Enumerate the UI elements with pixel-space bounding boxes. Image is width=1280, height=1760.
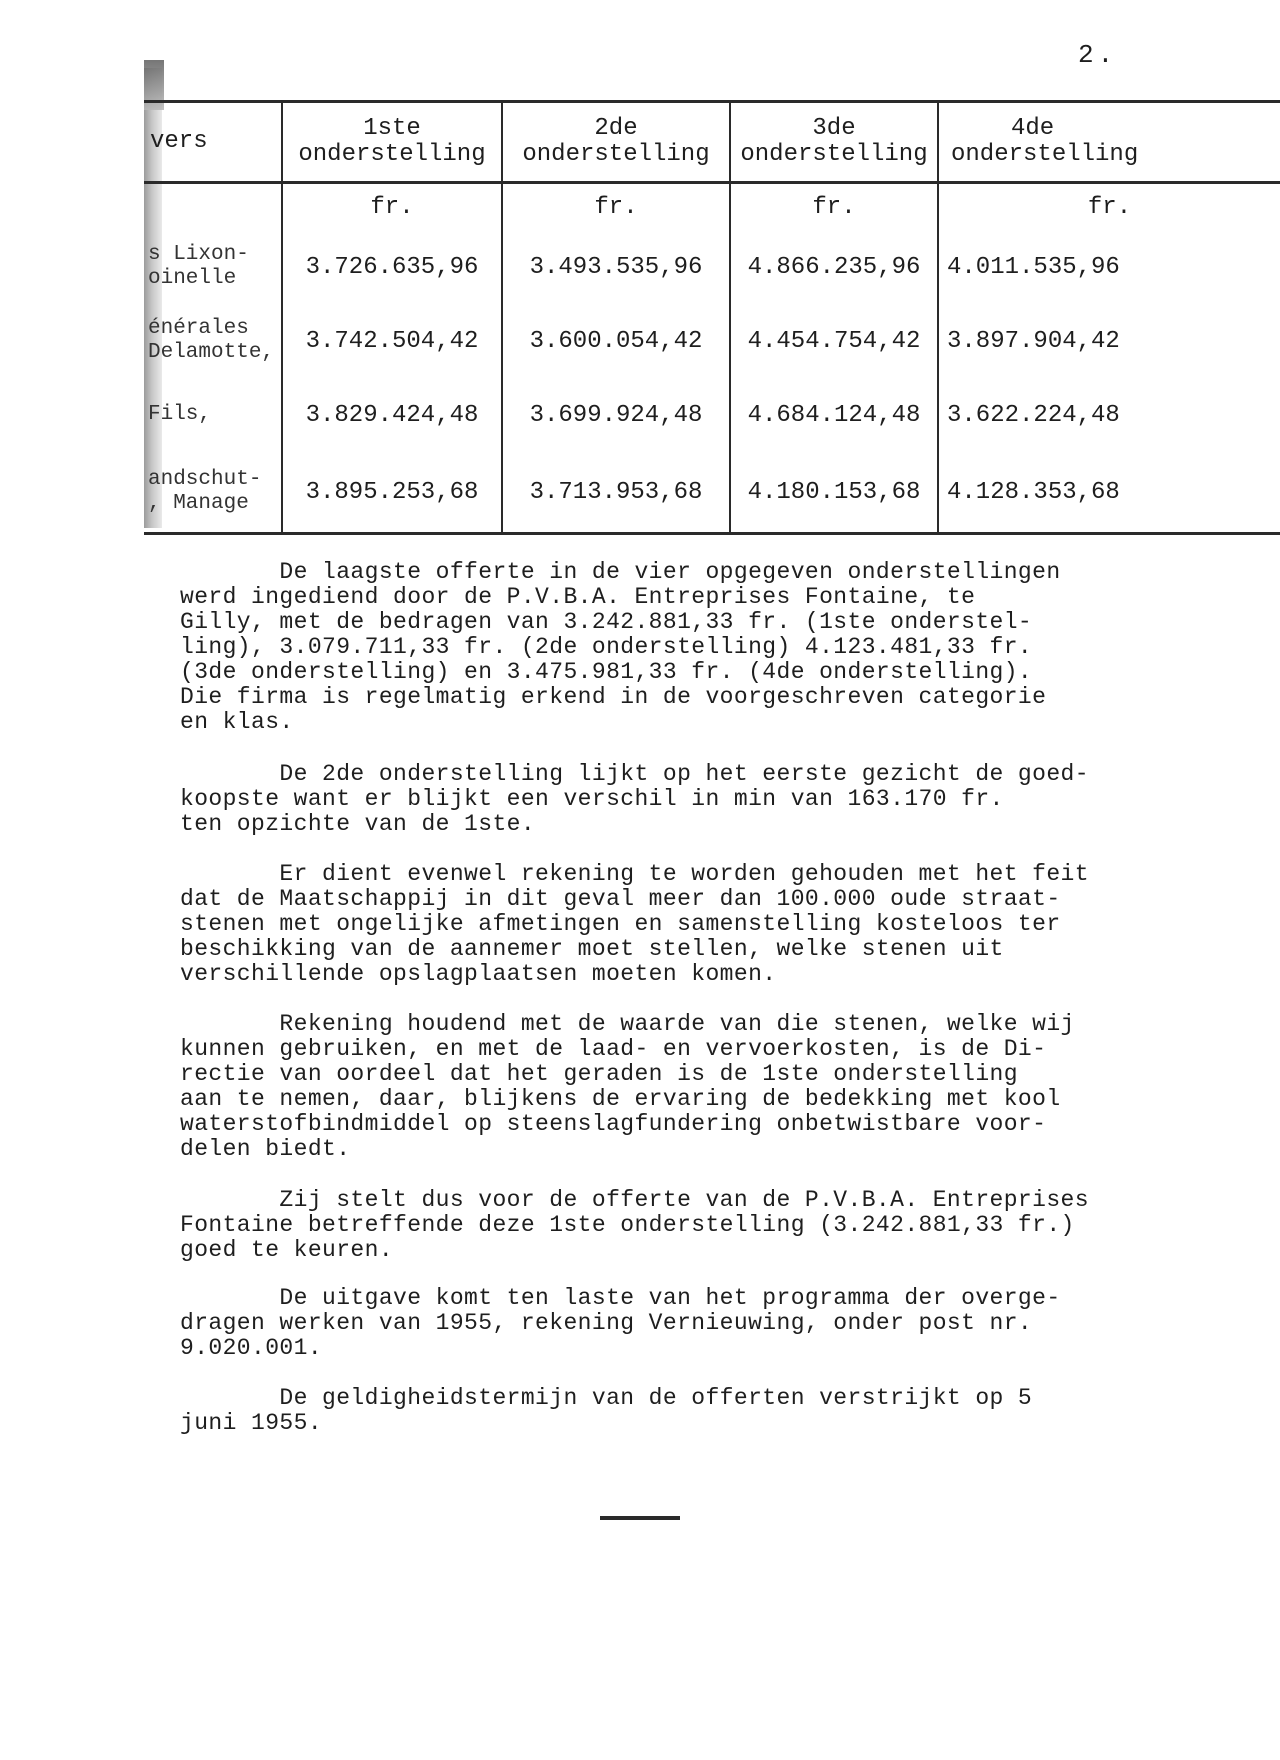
currency-cell: fr. xyxy=(502,183,730,231)
amount-option-4: 4.128.353,68 xyxy=(938,452,1280,534)
bidder-name xyxy=(144,230,282,304)
header-option-3-number: 3de xyxy=(812,115,856,142)
paragraph-second-option: De 2de onderstelling lijkt op het eerste gezicht de goed- koopste want er blijkt een verschil in min van 163.170 fr. ten opzichte van de 1ste. xyxy=(180,761,1089,837)
currency-cell: fr. xyxy=(938,183,1280,231)
table-row xyxy=(144,304,1280,378)
bids-table xyxy=(144,100,1280,535)
bids-table-container xyxy=(144,100,1280,528)
header-option-1-number: 1ste xyxy=(363,115,421,142)
header-option-1-label: onderstelling xyxy=(298,141,486,168)
header-option-3-label: onderstelling xyxy=(740,141,928,168)
paragraph-proposal: Zij stelt dus voor de offerte van de P.V.B.A. Entreprises Fontaine betreffende deze 1ste onderstelling (3.242.881,33 fr.) goed te keuren. xyxy=(180,1187,1089,1263)
table-row xyxy=(144,378,1280,452)
header-option-2 xyxy=(502,102,730,183)
amount-option-1: 3.895.253,68 xyxy=(282,452,502,534)
amount-option-2: 3.600.054,42 xyxy=(502,304,730,378)
header-option-4-label: onderstelling xyxy=(951,141,1139,168)
amount-option-2: 3.699.924,48 xyxy=(502,378,730,452)
header-option-2-number: 2de xyxy=(594,115,638,142)
amount-option-1: 3.726.635,96 xyxy=(282,230,502,304)
bidder-name-line: , Manage xyxy=(148,492,249,515)
amount-option-2: 3.493.535,96 xyxy=(502,230,730,304)
table-row xyxy=(144,452,1280,534)
header-option-1 xyxy=(282,102,502,183)
header-bidders-label: vers xyxy=(150,128,208,155)
amount-option-2: 3.713.953,68 xyxy=(502,452,730,534)
header-option-3 xyxy=(730,102,938,183)
amount-option-1: 3.829.424,48 xyxy=(282,378,502,452)
currency-cell: fr. xyxy=(730,183,938,231)
header-option-4-number: 4de xyxy=(1011,115,1055,142)
amount-option-4: 3.622.224,48 xyxy=(938,378,1280,452)
bidder-name-line: Delamotte, xyxy=(148,341,275,364)
table-row xyxy=(144,230,1280,304)
paragraph-lowest-offer: De laagste offerte in de vier opgegeven onderstellingen werd ingediend door de P.V.B.A. Entreprises Fontaine, te Gilly, met de bedragen van 3.242.881,33 fr. (1ste onderstel- ling), 3.079.711,33 fr. (2de onderstelling) 4.123.481,33 fr. (3de onderstelling) en 3.475.981,33 fr. (4de onderstelling). Die firma is regelmatig erkend in de voorgeschreven categorie en klas. xyxy=(180,559,1061,735)
paragraph-street-stones: Er dient evenwel rekening te worden gehouden met het feit dat de Maatschappij in dit geval meer dan 100.000 oude straat- stenen met ongelijke afmetingen en samenstelling kosteloos ter beschikking van de aannemer moet stellen, welke stenen uit verschillende opslagplaatsen moeten komen. xyxy=(180,861,1089,987)
bidder-name-line: andschut- xyxy=(148,468,262,491)
table-header-row xyxy=(144,102,1280,183)
amount-option-3: 4.454.754,42 xyxy=(730,304,938,378)
amount-option-4: 4.011.535,96 xyxy=(938,230,1280,304)
bidder-name-line: oinelle xyxy=(148,267,237,290)
amount-option-3: 4.180.153,68 xyxy=(730,452,938,534)
currency-cell-empty xyxy=(144,183,282,231)
paragraph-direction-opinion: Rekening houdend met de waarde van die stenen, welke wij kunnen gebruiken, en met de laad- en vervoerkosten, is de Di- rectie van oordeel dat het geraden is de 1ste onderstelling aan te nemen, daar, blijkens de ervaring de bedekking met kool waterstofbindmiddel op steenslagfundering onbetwistbare voor- delen biedt. xyxy=(180,1011,1075,1162)
header-bidders xyxy=(144,102,282,183)
currency-cell: fr. xyxy=(282,183,502,231)
page-number: 2. xyxy=(1078,40,1118,70)
paragraph-validity: De geldigheidstermijn van de offerten verstrijkt op 5 juni 1955. xyxy=(180,1385,1033,1436)
currency-row xyxy=(144,183,1280,231)
amount-option-3: 4.866.235,96 xyxy=(730,230,938,304)
amount-option-4: 3.897.904,42 xyxy=(938,304,1280,378)
bidder-name xyxy=(144,304,282,378)
bidder-name-line: s Lixon- xyxy=(148,243,249,266)
bidder-name-line: Fils, xyxy=(148,403,212,426)
paragraph-expenditure: De uitgave komt ten laste van het programma der overge- dragen werken van 1955, rekening Vernieuwing, onder post nr. 9.020.001. xyxy=(180,1285,1061,1361)
header-option-4 xyxy=(938,102,1280,183)
bidder-name-line: énérales xyxy=(148,317,249,340)
bidder-name xyxy=(144,378,282,452)
header-option-2-label: onderstelling xyxy=(522,141,710,168)
bidder-name xyxy=(144,452,282,534)
end-rule xyxy=(600,1516,680,1520)
amount-option-1: 3.742.504,42 xyxy=(282,304,502,378)
amount-option-3: 4.684.124,48 xyxy=(730,378,938,452)
